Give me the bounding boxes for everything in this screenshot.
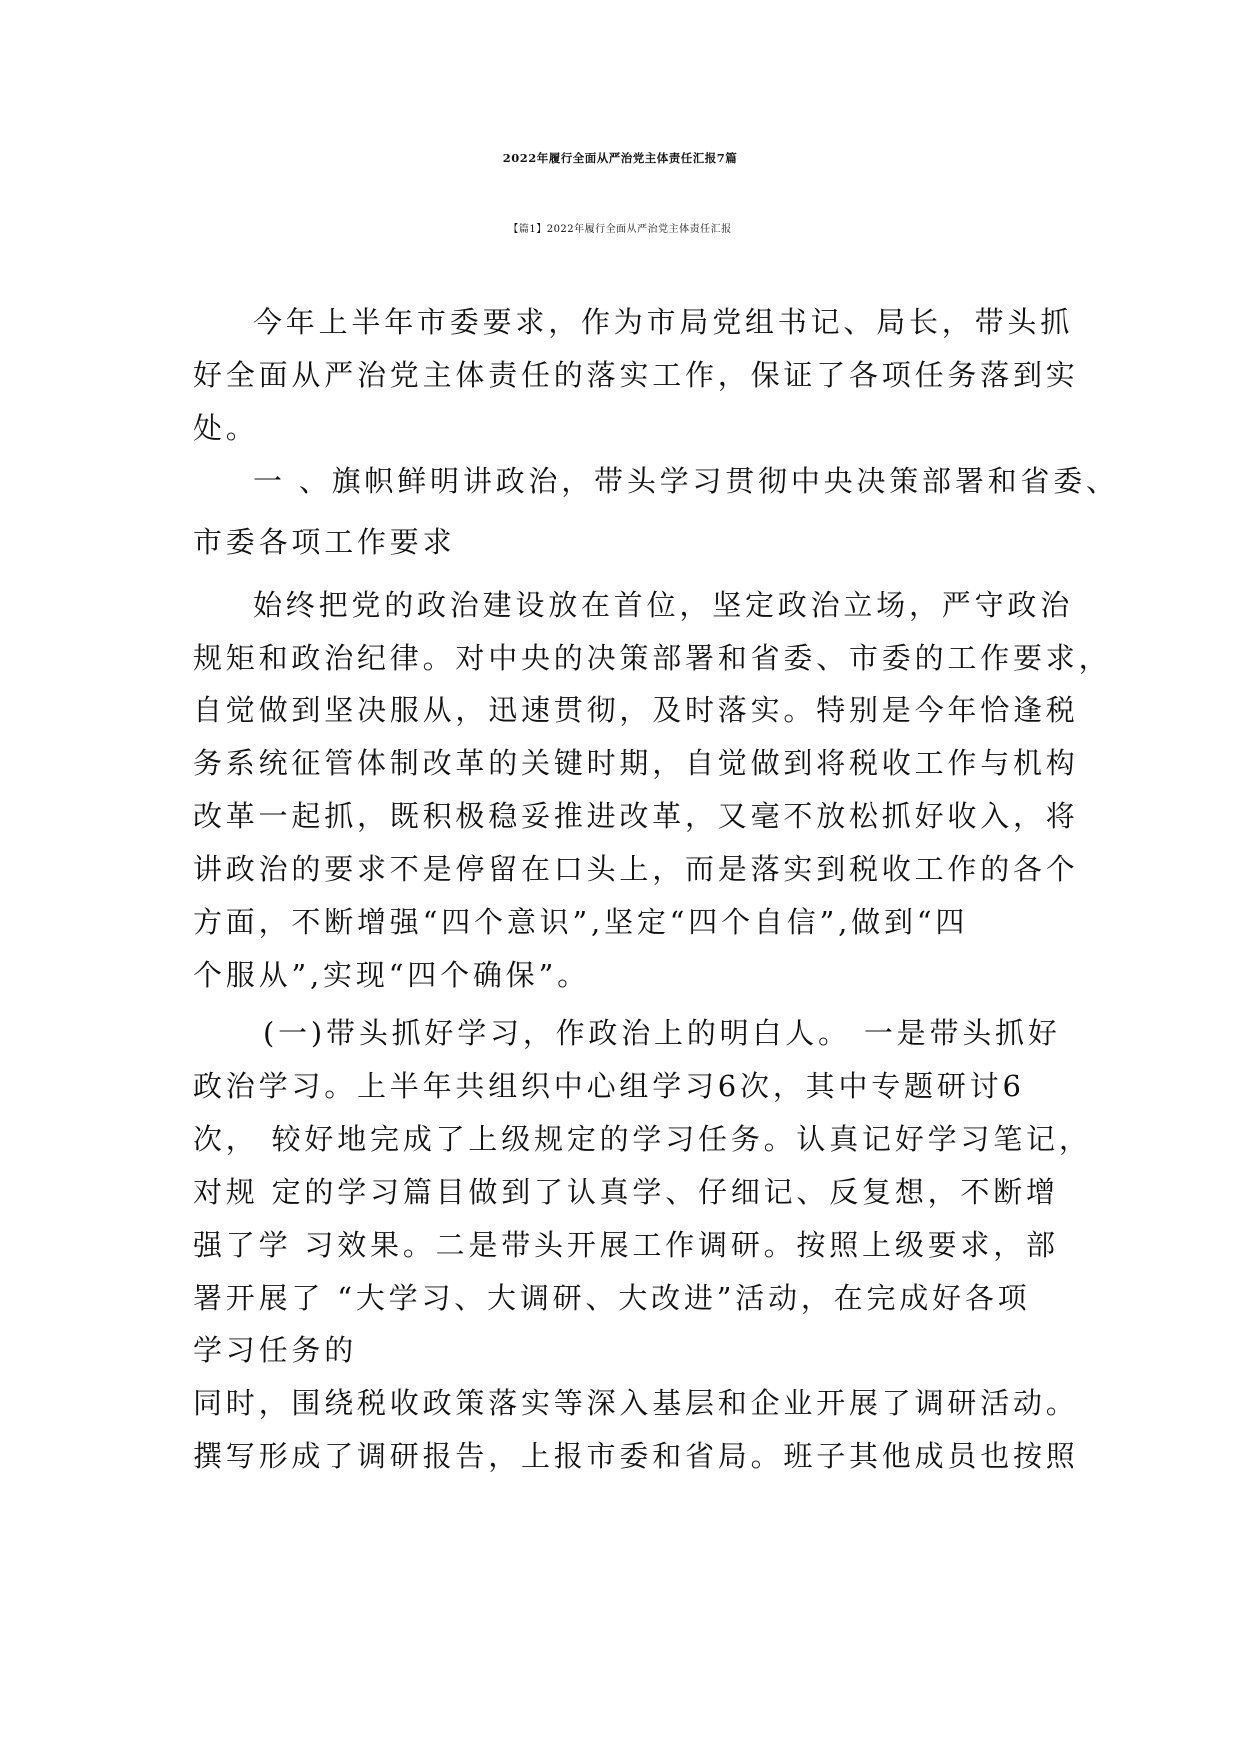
paragraph-line: 对规 定的学习篇目做到了认真学、仔细记、反复想，不断增 [193, 1175, 1059, 1209]
paragraph-line: 好全面从严治党主体责任的落实工作，保证了各项任务落到实 [193, 358, 1079, 392]
paragraph-line: 次， 较好地完成了上级规定的学习任务。认真记好学习笔记， [193, 1122, 1092, 1156]
paragraph-line: 始终把党的政治建设放在首位，坚定政治立场，严守政治 [253, 588, 1074, 622]
document-title: 2022年履行全面从严治党主体责任汇报7篇 [502, 151, 738, 165]
section-heading: 一 、旗帜鲜明讲政治，带头学习贯彻中央决策部署和省委、 [253, 464, 1119, 498]
paragraph-line: 署开展了 “大学习、大调研、大改进”活动，在完成好各项 [193, 1281, 1031, 1315]
paragraph-line: 自觉做到坚决服从，迅速贯彻，及时落实。特别是今年恰逢税 [193, 693, 1079, 727]
paragraph-line: 规矩和政治纪律。对中央的决策部署和省委、市委的工作要求， [193, 641, 1112, 675]
paragraph-line: 政治学习。上半年共组织中心组学习6次，其中专题研讨6 [193, 1069, 1025, 1103]
paragraph-line: 方面，不断增强“四个意识”,坚定“四个自信”,做到“四 [193, 905, 969, 939]
paragraph-line: (一)带头抓好学习，作政治上的明白人。 一是带头抓好 [263, 1016, 1061, 1050]
paragraph-line: 讲政治的要求不是停留在口头上，而是落实到税收工作的各个 [193, 852, 1079, 886]
document-subtitle: 【篇1】2022年履行全面从严治党主体责任汇报 [508, 224, 732, 235]
paragraph-line: 同时，围绕税收政策落实等深入基层和企业开展了调研活动。 [193, 1386, 1079, 1420]
paragraph-line: 务系统征管体制改革的关键时期，自觉做到将税收工作与机构 [193, 746, 1079, 780]
paragraph-line: 处。 [193, 411, 259, 445]
paragraph-line: 撰写形成了调研报告，上报市委和省局。班子其他成员也按照 [193, 1439, 1079, 1473]
paragraph-line: 改革一起抓，既积极稳妥推进改革，又毫不放松抓好收入，将 [193, 799, 1079, 833]
paragraph-line: 学习任务的 [193, 1333, 358, 1367]
paragraph-line: 个服从”,实现“四个确保”。 [193, 958, 590, 992]
paragraph-line: 今年上半年市委要求，作为市局党组书记、局长，带头抓 [253, 305, 1074, 339]
section-heading: 市委各项工作要求 [193, 525, 456, 559]
paragraph-line: 强了学 习效果。二是带头开展工作调研。按照上级要求，部 [193, 1228, 1059, 1262]
